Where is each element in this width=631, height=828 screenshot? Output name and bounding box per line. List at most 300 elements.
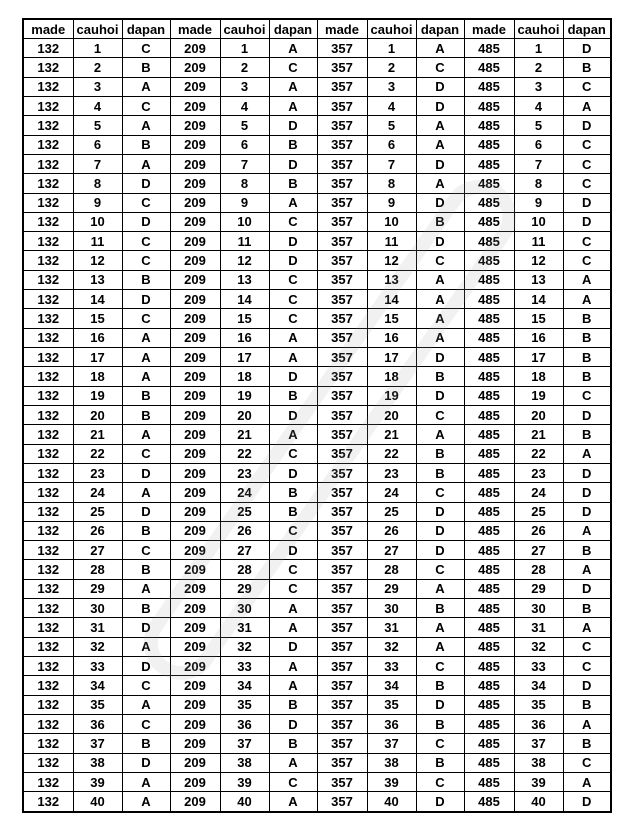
cell-cauhoi: 7 xyxy=(73,154,122,173)
cell-cauhoi: 25 xyxy=(514,502,563,521)
cell-cauhoi: 38 xyxy=(220,753,269,772)
cell-made: 132 xyxy=(23,309,73,328)
cell-cauhoi: 13 xyxy=(220,270,269,289)
table-row xyxy=(23,599,611,618)
cell-made: 357 xyxy=(317,695,367,714)
cell-dapan: B xyxy=(416,676,464,695)
cell-cauhoi: 6 xyxy=(514,135,563,154)
cell-made: 209 xyxy=(170,328,220,347)
cell-made: 209 xyxy=(170,39,220,58)
cell-made: 485 xyxy=(464,734,514,753)
cell-dapan: D xyxy=(416,154,464,173)
cell-dapan: A xyxy=(269,348,317,367)
cell-cauhoi: 10 xyxy=(514,212,563,231)
cell-cauhoi: 6 xyxy=(73,135,122,154)
table-row xyxy=(23,676,611,695)
cell-made: 485 xyxy=(464,579,514,598)
cell-cauhoi: 13 xyxy=(514,270,563,289)
cell-made: 132 xyxy=(23,753,73,772)
cell-dapan: D xyxy=(563,405,611,424)
cell-dapan: B xyxy=(122,734,170,753)
cell-dapan: B xyxy=(269,695,317,714)
cell-cauhoi: 3 xyxy=(367,77,416,96)
cell-cauhoi: 16 xyxy=(514,328,563,347)
table-row xyxy=(23,232,611,251)
cell-made: 357 xyxy=(317,560,367,579)
cell-dapan: A xyxy=(563,521,611,540)
cell-cauhoi: 2 xyxy=(367,58,416,77)
cell-cauhoi: 18 xyxy=(367,367,416,386)
cell-dapan: B xyxy=(563,348,611,367)
cell-dapan: D xyxy=(122,174,170,193)
cell-cauhoi: 10 xyxy=(367,212,416,231)
cell-cauhoi: 38 xyxy=(514,753,563,772)
cell-cauhoi: 1 xyxy=(73,39,122,58)
cell-made: 485 xyxy=(464,676,514,695)
cell-made: 357 xyxy=(317,348,367,367)
cell-cauhoi: 30 xyxy=(367,599,416,618)
cell-dapan: D xyxy=(416,96,464,115)
cell-dapan: A xyxy=(416,116,464,135)
cell-cauhoi: 23 xyxy=(514,463,563,482)
cell-cauhoi: 18 xyxy=(514,367,563,386)
cell-cauhoi: 4 xyxy=(514,96,563,115)
table-row xyxy=(23,154,611,173)
cell-dapan: A xyxy=(563,772,611,791)
cell-made: 132 xyxy=(23,599,73,618)
cell-dapan: D xyxy=(416,695,464,714)
cell-dapan: D xyxy=(269,367,317,386)
cell-made: 209 xyxy=(170,367,220,386)
cell-made: 485 xyxy=(464,309,514,328)
cell-cauhoi: 35 xyxy=(220,695,269,714)
cell-dapan: B xyxy=(563,367,611,386)
cell-made: 209 xyxy=(170,599,220,618)
cell-made: 485 xyxy=(464,753,514,772)
cell-cauhoi: 28 xyxy=(367,560,416,579)
cell-dapan: D xyxy=(269,154,317,173)
cell-dapan: B xyxy=(122,270,170,289)
cell-made: 209 xyxy=(170,174,220,193)
table-row xyxy=(23,116,611,135)
cell-cauhoi: 27 xyxy=(73,541,122,560)
table-row xyxy=(23,463,611,482)
cell-dapan: B xyxy=(122,58,170,77)
cell-cauhoi: 34 xyxy=(514,676,563,695)
cell-cauhoi: 14 xyxy=(220,290,269,309)
table-row xyxy=(23,290,611,309)
cell-cauhoi: 26 xyxy=(367,521,416,540)
cell-made: 132 xyxy=(23,212,73,231)
cell-cauhoi: 28 xyxy=(220,560,269,579)
cell-cauhoi: 37 xyxy=(514,734,563,753)
cell-dapan: D xyxy=(269,116,317,135)
cell-cauhoi: 12 xyxy=(514,251,563,270)
cell-dapan: C xyxy=(122,193,170,212)
cell-made: 209 xyxy=(170,348,220,367)
cell-made: 357 xyxy=(317,714,367,733)
cell-dapan: A xyxy=(122,637,170,656)
cell-dapan: D xyxy=(269,405,317,424)
cell-made: 209 xyxy=(170,579,220,598)
cell-made: 132 xyxy=(23,386,73,405)
cell-dapan: A xyxy=(122,425,170,444)
answer-sheet xyxy=(22,18,610,813)
table-row xyxy=(23,657,611,676)
cell-made: 132 xyxy=(23,695,73,714)
cell-made: 132 xyxy=(23,367,73,386)
cell-made: 485 xyxy=(464,560,514,579)
cell-dapan: D xyxy=(416,77,464,96)
cell-dapan: B xyxy=(122,599,170,618)
cell-made: 209 xyxy=(170,116,220,135)
header-made: made xyxy=(317,19,367,39)
cell-dapan: B xyxy=(563,58,611,77)
cell-dapan: D xyxy=(122,753,170,772)
table-row xyxy=(23,521,611,540)
cell-made: 132 xyxy=(23,792,73,812)
cell-dapan: A xyxy=(122,328,170,347)
cell-dapan: B xyxy=(269,135,317,154)
cell-made: 132 xyxy=(23,135,73,154)
cell-cauhoi: 31 xyxy=(220,618,269,637)
cell-made: 485 xyxy=(464,96,514,115)
cell-cauhoi: 9 xyxy=(220,193,269,212)
cell-cauhoi: 29 xyxy=(514,579,563,598)
cell-dapan: A xyxy=(563,618,611,637)
cell-cauhoi: 37 xyxy=(220,734,269,753)
cell-made: 209 xyxy=(170,212,220,231)
cell-cauhoi: 7 xyxy=(514,154,563,173)
cell-made: 132 xyxy=(23,328,73,347)
table-row xyxy=(23,444,611,463)
cell-dapan: D xyxy=(416,792,464,812)
cell-cauhoi: 32 xyxy=(220,637,269,656)
cell-made: 485 xyxy=(464,618,514,637)
cell-made: 485 xyxy=(464,135,514,154)
cell-made: 209 xyxy=(170,521,220,540)
cell-cauhoi: 35 xyxy=(367,695,416,714)
cell-cauhoi: 33 xyxy=(73,657,122,676)
cell-made: 485 xyxy=(464,541,514,560)
cell-dapan: B xyxy=(269,483,317,502)
cell-cauhoi: 30 xyxy=(220,599,269,618)
cell-cauhoi: 24 xyxy=(220,483,269,502)
cell-cauhoi: 11 xyxy=(514,232,563,251)
cell-cauhoi: 26 xyxy=(514,521,563,540)
cell-cauhoi: 7 xyxy=(367,154,416,173)
cell-dapan: D xyxy=(563,483,611,502)
cell-cauhoi: 25 xyxy=(220,502,269,521)
cell-dapan: C xyxy=(416,657,464,676)
cell-cauhoi: 30 xyxy=(73,599,122,618)
cell-made: 132 xyxy=(23,734,73,753)
cell-dapan: B xyxy=(563,599,611,618)
table-row xyxy=(23,39,611,58)
cell-made: 485 xyxy=(464,695,514,714)
cell-cauhoi: 36 xyxy=(220,714,269,733)
cell-dapan: A xyxy=(122,772,170,791)
cell-dapan: B xyxy=(563,328,611,347)
cell-made: 132 xyxy=(23,290,73,309)
cell-dapan: A xyxy=(563,270,611,289)
cell-made: 485 xyxy=(464,425,514,444)
cell-made: 357 xyxy=(317,792,367,812)
cell-made: 357 xyxy=(317,541,367,560)
cell-cauhoi: 20 xyxy=(367,405,416,424)
cell-cauhoi: 11 xyxy=(220,232,269,251)
table-row xyxy=(23,328,611,347)
cell-made: 132 xyxy=(23,405,73,424)
cell-dapan: B xyxy=(122,521,170,540)
cell-dapan: C xyxy=(563,657,611,676)
table-row xyxy=(23,270,611,289)
cell-cauhoi: 14 xyxy=(367,290,416,309)
cell-dapan: A xyxy=(416,637,464,656)
cell-cauhoi: 32 xyxy=(73,637,122,656)
cell-cauhoi: 2 xyxy=(220,58,269,77)
cell-made: 132 xyxy=(23,579,73,598)
cell-dapan: A xyxy=(269,657,317,676)
cell-dapan: C xyxy=(416,251,464,270)
cell-dapan: A xyxy=(122,579,170,598)
cell-dapan: D xyxy=(563,463,611,482)
cell-made: 357 xyxy=(317,116,367,135)
cell-made: 209 xyxy=(170,502,220,521)
cell-dapan: C xyxy=(122,676,170,695)
cell-cauhoi: 39 xyxy=(73,772,122,791)
cell-cauhoi: 17 xyxy=(73,348,122,367)
cell-made: 357 xyxy=(317,734,367,753)
cell-cauhoi: 5 xyxy=(367,116,416,135)
cell-cauhoi: 15 xyxy=(73,309,122,328)
cell-made: 209 xyxy=(170,657,220,676)
cell-cauhoi: 1 xyxy=(220,39,269,58)
cell-made: 357 xyxy=(317,618,367,637)
cell-cauhoi: 31 xyxy=(514,618,563,637)
cell-cauhoi: 21 xyxy=(367,425,416,444)
cell-dapan: D xyxy=(416,193,464,212)
cell-dapan: A xyxy=(269,792,317,812)
cell-made: 209 xyxy=(170,135,220,154)
cell-cauhoi: 34 xyxy=(367,676,416,695)
table-row xyxy=(23,734,611,753)
cell-dapan: C xyxy=(269,58,317,77)
table-row xyxy=(23,251,611,270)
cell-cauhoi: 20 xyxy=(220,405,269,424)
cell-cauhoi: 17 xyxy=(367,348,416,367)
cell-dapan: A xyxy=(416,579,464,598)
cell-cauhoi: 12 xyxy=(73,251,122,270)
table-row xyxy=(23,425,611,444)
table-row xyxy=(23,772,611,791)
cell-cauhoi: 12 xyxy=(220,251,269,270)
cell-made: 132 xyxy=(23,232,73,251)
cell-cauhoi: 9 xyxy=(514,193,563,212)
cell-cauhoi: 40 xyxy=(73,792,122,812)
cell-dapan: D xyxy=(416,521,464,540)
cell-made: 209 xyxy=(170,444,220,463)
answer-key-table xyxy=(22,18,612,813)
table-row xyxy=(23,483,611,502)
cell-cauhoi: 34 xyxy=(73,676,122,695)
cell-dapan: D xyxy=(563,193,611,212)
cell-made: 485 xyxy=(464,521,514,540)
cell-made: 357 xyxy=(317,676,367,695)
cell-cauhoi: 3 xyxy=(73,77,122,96)
cell-dapan: D xyxy=(563,212,611,231)
cell-cauhoi: 23 xyxy=(220,463,269,482)
cell-dapan: A xyxy=(122,792,170,812)
cell-cauhoi: 9 xyxy=(367,193,416,212)
cell-cauhoi: 35 xyxy=(514,695,563,714)
cell-made: 132 xyxy=(23,541,73,560)
cell-made: 132 xyxy=(23,193,73,212)
cell-dapan: D xyxy=(269,541,317,560)
cell-cauhoi: 7 xyxy=(220,154,269,173)
cell-made: 485 xyxy=(464,444,514,463)
cell-made: 209 xyxy=(170,425,220,444)
cell-made: 132 xyxy=(23,96,73,115)
table-row xyxy=(23,618,611,637)
cell-made: 209 xyxy=(170,309,220,328)
cell-cauhoi: 26 xyxy=(220,521,269,540)
cell-cauhoi: 31 xyxy=(367,618,416,637)
cell-dapan: A xyxy=(269,618,317,637)
cell-cauhoi: 20 xyxy=(514,405,563,424)
cell-dapan: D xyxy=(269,637,317,656)
cell-cauhoi: 27 xyxy=(220,541,269,560)
cell-made: 357 xyxy=(317,174,367,193)
cell-dapan: C xyxy=(122,232,170,251)
cell-dapan: A xyxy=(416,174,464,193)
cell-cauhoi: 13 xyxy=(367,270,416,289)
table-row xyxy=(23,193,611,212)
cell-made: 485 xyxy=(464,637,514,656)
cell-dapan: B xyxy=(269,734,317,753)
cell-cauhoi: 13 xyxy=(73,270,122,289)
cell-made: 209 xyxy=(170,734,220,753)
cell-made: 357 xyxy=(317,251,367,270)
cell-dapan: A xyxy=(269,39,317,58)
cell-cauhoi: 5 xyxy=(514,116,563,135)
cell-dapan: D xyxy=(563,579,611,598)
cell-dapan: B xyxy=(416,463,464,482)
cell-cauhoi: 22 xyxy=(220,444,269,463)
cell-dapan: C xyxy=(269,521,317,540)
cell-made: 485 xyxy=(464,772,514,791)
cell-dapan: B xyxy=(416,714,464,733)
cell-made: 485 xyxy=(464,58,514,77)
cell-dapan: A xyxy=(416,425,464,444)
cell-made: 485 xyxy=(464,463,514,482)
cell-made: 485 xyxy=(464,502,514,521)
cell-dapan: A xyxy=(269,328,317,347)
cell-made: 132 xyxy=(23,483,73,502)
cell-made: 357 xyxy=(317,444,367,463)
cell-dapan: A xyxy=(122,695,170,714)
cell-cauhoi: 4 xyxy=(367,96,416,115)
cell-cauhoi: 33 xyxy=(367,657,416,676)
cell-cauhoi: 33 xyxy=(220,657,269,676)
cell-made: 209 xyxy=(170,695,220,714)
cell-dapan: C xyxy=(269,772,317,791)
table-row xyxy=(23,792,611,812)
cell-made: 485 xyxy=(464,714,514,733)
cell-cauhoi: 29 xyxy=(367,579,416,598)
cell-dapan: B xyxy=(269,386,317,405)
cell-dapan: C xyxy=(563,174,611,193)
cell-made: 209 xyxy=(170,772,220,791)
cell-made: 357 xyxy=(317,599,367,618)
cell-cauhoi: 25 xyxy=(73,502,122,521)
cell-made: 485 xyxy=(464,386,514,405)
cell-dapan: A xyxy=(416,618,464,637)
cell-made: 209 xyxy=(170,232,220,251)
cell-made: 132 xyxy=(23,116,73,135)
cell-cauhoi: 11 xyxy=(367,232,416,251)
cell-dapan: A xyxy=(269,77,317,96)
cell-dapan: C xyxy=(122,96,170,115)
cell-made: 209 xyxy=(170,753,220,772)
cell-dapan: D xyxy=(563,39,611,58)
cell-cauhoi: 15 xyxy=(367,309,416,328)
cell-dapan: B xyxy=(416,367,464,386)
cell-dapan: B xyxy=(563,309,611,328)
cell-dapan: B xyxy=(416,212,464,231)
cell-made: 485 xyxy=(464,39,514,58)
header-cauhoi: cauhoi xyxy=(367,19,416,39)
cell-made: 357 xyxy=(317,367,367,386)
cell-dapan: A xyxy=(563,96,611,115)
cell-dapan: C xyxy=(563,232,611,251)
cell-cauhoi: 24 xyxy=(367,483,416,502)
cell-made: 485 xyxy=(464,405,514,424)
cell-made: 209 xyxy=(170,270,220,289)
cell-made: 357 xyxy=(317,58,367,77)
cell-dapan: B xyxy=(563,541,611,560)
table-row xyxy=(23,560,611,579)
header-dapan: dapan xyxy=(269,19,317,39)
cell-cauhoi: 40 xyxy=(367,792,416,812)
cell-cauhoi: 21 xyxy=(73,425,122,444)
cell-cauhoi: 9 xyxy=(73,193,122,212)
cell-dapan: D xyxy=(416,232,464,251)
header-made: made xyxy=(23,19,73,39)
cell-made: 132 xyxy=(23,463,73,482)
cell-made: 485 xyxy=(464,367,514,386)
cell-dapan: C xyxy=(269,444,317,463)
cell-dapan: C xyxy=(269,560,317,579)
cell-cauhoi: 3 xyxy=(220,77,269,96)
cell-dapan: C xyxy=(563,251,611,270)
cell-cauhoi: 25 xyxy=(367,502,416,521)
cell-dapan: D xyxy=(122,502,170,521)
cell-cauhoi: 39 xyxy=(367,772,416,791)
cell-cauhoi: 26 xyxy=(73,521,122,540)
cell-made: 357 xyxy=(317,270,367,289)
cell-dapan: A xyxy=(122,77,170,96)
cell-cauhoi: 8 xyxy=(367,174,416,193)
cell-made: 357 xyxy=(317,154,367,173)
table-row xyxy=(23,58,611,77)
cell-cauhoi: 39 xyxy=(514,772,563,791)
cell-dapan: D xyxy=(269,463,317,482)
cell-dapan: C xyxy=(269,212,317,231)
cell-dapan: A xyxy=(416,270,464,289)
cell-dapan: C xyxy=(122,714,170,733)
cell-made: 209 xyxy=(170,463,220,482)
